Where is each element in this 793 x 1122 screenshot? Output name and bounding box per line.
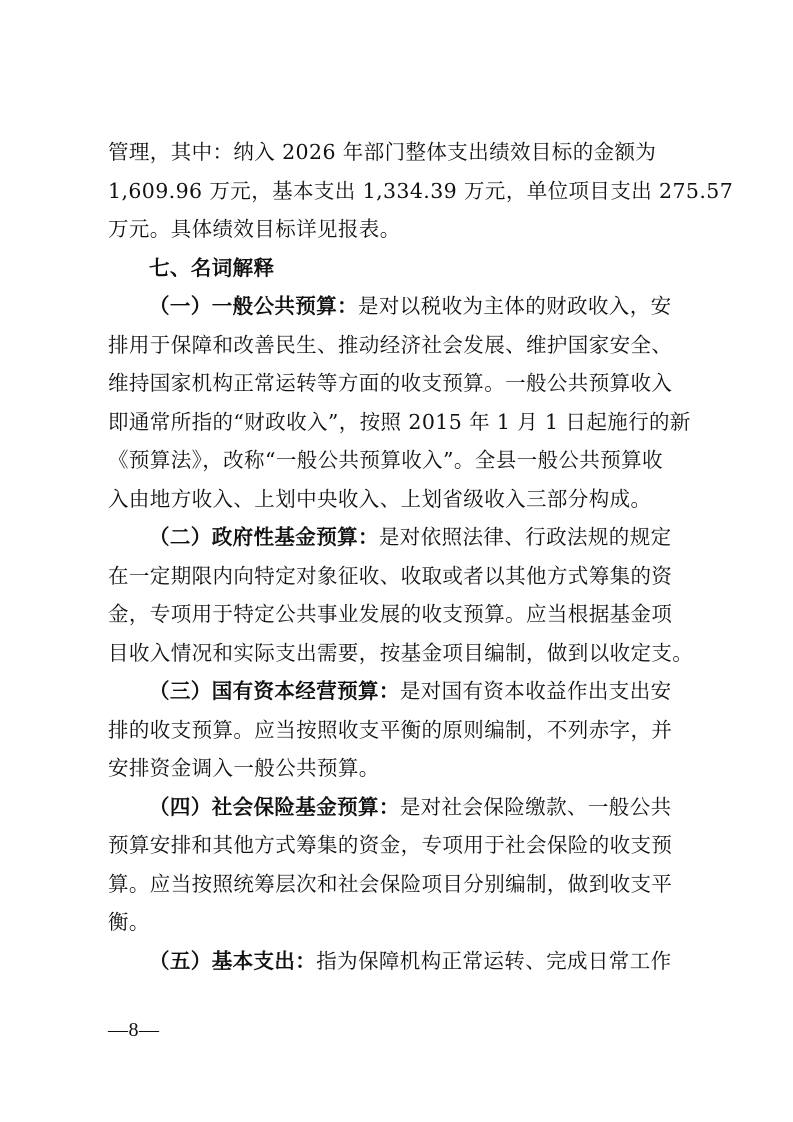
paragraph-line: [108, 172, 734, 211]
term-paragraph-first-line: [108, 942, 702, 981]
paragraph-line: 排的收支预算。应当按照收支平衡的原则编制，不列赤字，并: [108, 717, 673, 742]
paragraph-line: 安排资金调入一般公共预算。: [108, 756, 380, 780]
intro-line-2: 1,609.96 万元，基本支出 1,334.39 万元，单位项目支出 275.57: [108, 178, 734, 203]
term-text: 是对社会保险缴款、一般公共: [399, 794, 672, 819]
paragraph-line: 即通常所指的“财政收入”，按照 2015 年 1 月 1 日起施行的新: [108, 409, 691, 434]
intro-line-3: 万元。具体绩效目标详见报表。: [108, 217, 401, 241]
term-text: 是对依照法律、行政法规的规定: [378, 525, 672, 549]
term-text: 是对国有资本收益作出支出安: [399, 679, 672, 703]
term-paragraph-first-line: [108, 788, 702, 827]
section-heading: 七、名词解释: [149, 255, 275, 280]
paragraph-line: 排用于保障和改善民生、推动经济社会发展、维护国家安全、: [108, 332, 673, 357]
term-paragraph-first-line: [108, 672, 702, 711]
term-label: （三）国有资本经营预算：: [149, 679, 400, 703]
paragraph-line: 算。应当按照统筹层次和社会保险项目分别编制，做到收支平: [108, 871, 673, 896]
paragraph-line: 金，专项用于特定公共事业发展的收支预算。应当根据基金项: [108, 602, 673, 626]
paragraph-line: 在一定期限内向特定对象征收、收取或者以其他方式筹集的资: [108, 563, 673, 588]
paragraph-line: [108, 210, 702, 249]
intro-line-1: 管理，其中：纳入 2026 年部门整体支出绩效目标的金额为: [108, 140, 657, 164]
paragraph-line: 维持国家机构正常运转等方面的收支预算。一般公共预算收入: [108, 371, 673, 395]
term-paragraph-first-line: [108, 287, 702, 326]
paragraph-line: 衡。: [108, 910, 150, 934]
paragraph-line: 《预算法》，改称“一般公共预算收入”。全县一般公共预算收: [108, 448, 663, 472]
term-label: （四）社会保险基金预算：: [149, 794, 400, 819]
paragraph-line: 入由地方收入、上划中央收入、上划省级收入三部分构成。: [108, 486, 652, 511]
paragraph-line: [108, 133, 702, 172]
term-label: （二）政府性基金预算：: [149, 525, 379, 549]
paragraph-line: 预算安排和其他方式筹集的资金，专项用于社会保险的收支预: [108, 833, 673, 857]
page-number: —8—: [108, 1019, 160, 1041]
term-paragraph-first-line: [108, 518, 702, 557]
paragraph-line: 目收入情况和实际支出需要，按基金项目编制，做到以收定支。: [108, 640, 694, 665]
term-text: 是对以税收为主体的财政收入，安: [358, 294, 672, 318]
term-label: （五）基本支出：: [149, 948, 317, 973]
term-text: 指为保障机构正常运转、完成日常工作: [316, 948, 672, 973]
document-body: [108, 133, 734, 980]
term-label: （一）一般公共预算：: [149, 294, 358, 318]
